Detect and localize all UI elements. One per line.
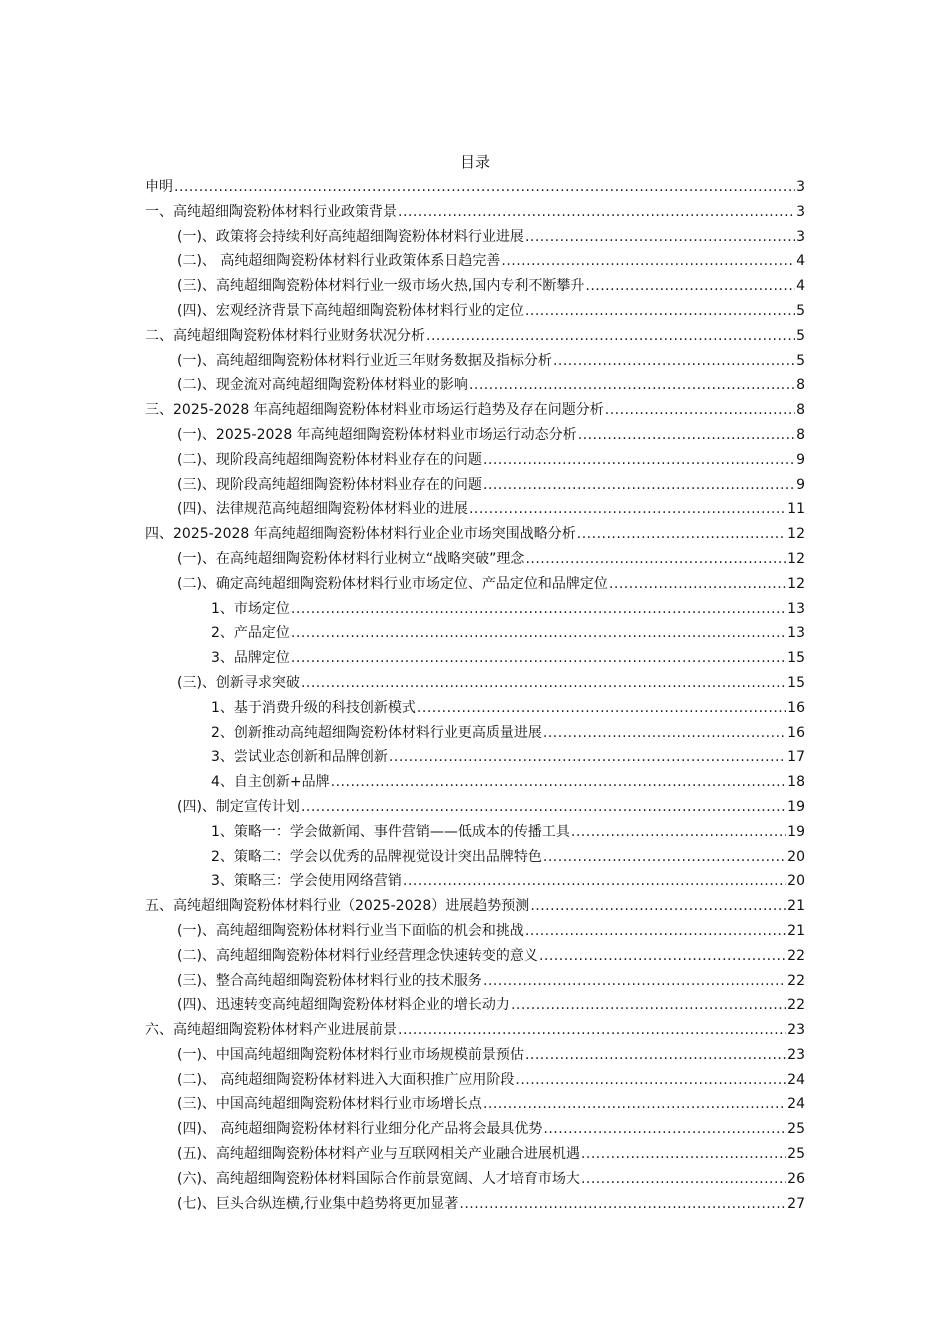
toc-dot-leader — [571, 820, 786, 845]
toc-dot-leader — [291, 597, 786, 622]
toc-page-number: 22 — [787, 947, 805, 964]
toc-entry[interactable] — [145, 1117, 805, 1142]
toc-page-number: 20 — [787, 873, 805, 890]
toc-entry-title: 2、策略二：学会以优秀的品牌视觉设计突出品牌特色 — [211, 848, 542, 865]
toc-dot-leader — [543, 845, 786, 870]
toc-dot-leader — [553, 349, 795, 374]
toc-page-number: 13 — [787, 625, 805, 642]
toc-entry[interactable] — [145, 795, 805, 820]
toc-dot-leader — [525, 225, 795, 250]
toc-page-number: 3 — [796, 203, 805, 220]
toc-entry-title: (三)、高纯超细陶瓷粉体材料行业一级市场火热,国内专利不断攀升 — [177, 278, 585, 295]
toc-dot-leader — [530, 894, 786, 919]
toc-entry-title: 申明 — [145, 179, 173, 195]
toc-page-number: 23 — [787, 1046, 805, 1063]
toc-dot-leader — [483, 473, 795, 498]
toc-entry[interactable] — [145, 473, 805, 498]
table-of-contents — [145, 175, 805, 1216]
toc-entry-title: 3、策略三：学会使用网络营销 — [211, 873, 402, 890]
toc-page-number: 4 — [796, 278, 805, 295]
toc-entry[interactable] — [145, 969, 805, 994]
toc-dot-leader — [539, 944, 786, 969]
toc-entry-title: (二)、现金流对高纯超细陶瓷粉体材料业的影响 — [177, 377, 468, 394]
toc-page-number: 19 — [787, 823, 805, 840]
toc-page-number: 4 — [796, 253, 805, 270]
toc-dot-leader — [469, 373, 795, 398]
toc-entry-title: (三)、整合高纯超细陶瓷粉体材料行业的技术服务 — [177, 972, 482, 989]
toc-entry[interactable] — [145, 547, 805, 572]
toc-dot-leader — [525, 1043, 786, 1068]
toc-page-number: 15 — [787, 650, 805, 667]
toc-dot-leader — [301, 795, 786, 820]
toc-page-number: 25 — [787, 1146, 805, 1163]
toc-page-number: 12 — [787, 526, 805, 543]
toc-entry-title: (二)、确定高纯超细陶瓷粉体材料行业市场定位、产品定位和品牌定位 — [177, 575, 608, 592]
toc-dot-leader — [581, 1167, 786, 1192]
toc-entry-title: 3、品牌定位 — [211, 650, 290, 667]
toc-dot-leader — [483, 1092, 786, 1117]
toc-dot-leader — [174, 175, 795, 200]
toc-entry-title: (二)、 高纯超细陶瓷粉体材料行业政策体系日趋完善 — [177, 253, 501, 270]
toc-page-number: 25 — [787, 1121, 805, 1138]
toc-entry-title: 4、自主创新+品牌 — [211, 774, 330, 791]
toc-entry[interactable] — [145, 175, 805, 200]
toc-entry[interactable] — [145, 1192, 805, 1217]
toc-entry-title: 六、高纯超细陶瓷粉体材料产业进展前景 — [145, 1022, 397, 1039]
toc-entry[interactable] — [145, 597, 805, 622]
toc-page-number: 24 — [787, 1071, 805, 1088]
toc-entry-title: 二、高纯超细陶瓷粉体材料行业财务状况分析 — [145, 327, 425, 344]
toc-page-number: 12 — [787, 575, 805, 592]
toc-entry[interactable] — [145, 721, 805, 746]
toc-entry-title: (三)、中国高纯超细陶瓷粉体材料行业市场增长点 — [177, 1096, 482, 1113]
toc-entry-title: 五、高纯超细陶瓷粉体材料行业（2025-2028）进展趋势预测 — [145, 898, 530, 915]
toc-entry[interactable] — [145, 572, 805, 597]
toc-entry[interactable] — [145, 845, 805, 870]
toc-entry-title: (一)、政策将会持续利好高纯超细陶瓷粉体材料行业进展 — [177, 228, 524, 245]
toc-entry[interactable] — [145, 274, 805, 299]
toc-page-number: 5 — [796, 327, 805, 344]
toc-dot-leader — [403, 869, 786, 894]
toc-page-number: 22 — [787, 972, 805, 989]
toc-entry-title: (一)、高纯超细陶瓷粉体材料行业当下面临的机会和挑战 — [177, 922, 524, 939]
toc-entry-title: (七)、巨头合纵连横,行业集中趋势将更加显著 — [177, 1195, 459, 1212]
toc-entry-title: (一)、在高纯超细陶瓷粉体材料行业树立“战略突破”理念 — [177, 550, 525, 567]
toc-entry[interactable] — [145, 646, 805, 671]
toc-entry[interactable] — [145, 770, 805, 795]
toc-entry[interactable] — [145, 423, 805, 448]
toc-dot-leader — [331, 770, 787, 795]
toc-entry[interactable] — [145, 225, 805, 250]
toc-entry-title: 1、策略一：学会做新闻、事件营销——低成本的传播工具 — [211, 823, 570, 840]
toc-entry[interactable] — [145, 522, 805, 547]
toc-entry[interactable] — [145, 919, 805, 944]
toc-page-number: 13 — [787, 600, 805, 617]
toc-entry-title: (四)、法律规范高纯超细陶瓷粉体材料业的进展 — [177, 501, 468, 518]
toc-entry-title: 三、2025-2028 年高纯超细陶瓷粉体材料业市场运行趋势及存在问题分析 — [145, 402, 604, 419]
toc-dot-leader — [291, 646, 786, 671]
toc-entry[interactable] — [145, 869, 805, 894]
toc-dot-leader — [459, 1192, 786, 1217]
toc-entry[interactable] — [145, 299, 805, 324]
toc-entry[interactable] — [145, 621, 805, 646]
toc-dot-leader — [483, 969, 786, 994]
toc-entry[interactable] — [145, 1092, 805, 1117]
toc-page-number: 15 — [787, 674, 805, 691]
toc-page-number: 5 — [796, 302, 805, 319]
toc-entry-title: (三)、现阶段高纯超细陶瓷粉体材料业存在的问题 — [177, 476, 482, 493]
toc-entry[interactable] — [145, 1068, 805, 1093]
toc-page-number: 24 — [787, 1096, 805, 1113]
toc-page-number: 22 — [787, 997, 805, 1014]
toc-page-number: 3 — [796, 228, 805, 245]
toc-entry[interactable] — [145, 1142, 805, 1167]
toc-page-number: 8 — [796, 426, 805, 443]
toc-entry[interactable] — [145, 324, 805, 349]
toc-page-number: 26 — [787, 1170, 805, 1187]
toc-dot-leader — [525, 547, 786, 572]
toc-dot-leader — [581, 1142, 786, 1167]
toc-page-number: 8 — [796, 377, 805, 394]
toc-page-number: 16 — [787, 724, 805, 741]
toc-entry[interactable] — [145, 820, 805, 845]
toc-entry[interactable] — [145, 993, 805, 1018]
toc-page-number: 8 — [796, 402, 805, 419]
toc-page-number: 19 — [787, 798, 805, 815]
toc-page-number: 3 — [796, 179, 805, 195]
toc-entry-title: 四、2025-2028 年高纯超细陶瓷粉体材料行业企业市场突围战略分析 — [145, 526, 576, 543]
toc-page-number: 11 — [787, 501, 805, 518]
toc-page-number: 20 — [787, 848, 805, 865]
toc-entry[interactable] — [145, 671, 805, 696]
toc-entry-title: 1、基于消费升级的科技创新模式 — [211, 699, 416, 716]
toc-entry[interactable] — [145, 249, 805, 274]
toc-entry-title: (一)、中国高纯超细陶瓷粉体材料行业市场规模前景预估 — [177, 1046, 524, 1063]
toc-entry-title: 3、尝试业态创新和品牌创新 — [211, 749, 388, 766]
toc-dot-leader — [291, 621, 786, 646]
toc-entry[interactable] — [145, 448, 805, 473]
toc-dot-leader — [525, 299, 795, 324]
toc-dot-leader — [515, 1068, 786, 1093]
toc-entry[interactable] — [145, 944, 805, 969]
toc-dot-leader — [577, 522, 786, 547]
toc-page-number: 21 — [787, 898, 805, 915]
toc-dot-leader — [543, 1117, 786, 1142]
toc-entry-title: (一)、2025-2028 年高纯超细陶瓷粉体材料业市场运行动态分析 — [177, 426, 577, 443]
toc-entry[interactable] — [145, 398, 805, 423]
toc-entry[interactable] — [145, 1043, 805, 1068]
toc-dot-leader — [543, 721, 786, 746]
toc-dot-leader — [426, 324, 795, 349]
toc-dot-leader — [469, 497, 786, 522]
toc-dot-leader — [605, 398, 795, 423]
toc-entry[interactable] — [145, 497, 805, 522]
toc-page-number: 9 — [796, 476, 805, 493]
toc-page-number: 18 — [787, 774, 805, 791]
toc-dot-leader — [398, 1018, 786, 1043]
toc-entry-title: (五)、高纯超细陶瓷粉体材料产业与互联网相关产业融合进展机遇 — [177, 1146, 580, 1163]
toc-entry[interactable] — [145, 373, 805, 398]
toc-page-number: 23 — [787, 1022, 805, 1039]
toc-entry-title: (二)、现阶段高纯超细陶瓷粉体材料业存在的问题 — [177, 451, 482, 468]
toc-dot-leader — [585, 274, 795, 299]
toc-entry-title: (四)、迅速转变高纯超细陶瓷粉体材料企业的增长动力 — [177, 997, 510, 1014]
toc-page-number: 12 — [787, 550, 805, 567]
toc-entry[interactable] — [145, 745, 805, 770]
toc-entry-title: (四)、宏观经济背景下高纯超细陶瓷粉体材料行业的定位 — [177, 302, 524, 319]
toc-entry-title: (四)、制定宣传计划 — [177, 798, 300, 815]
toc-dot-leader — [609, 572, 786, 597]
toc-page-number: 9 — [796, 451, 805, 468]
toc-dot-leader — [578, 423, 795, 448]
toc-entry-title: (一)、高纯超细陶瓷粉体材料行业近三年财务数据及指标分析 — [177, 352, 552, 369]
toc-dot-leader — [525, 919, 786, 944]
toc-entry-title: (二)、高纯超细陶瓷粉体材料行业经营理念快速转变的意义 — [177, 947, 538, 964]
toc-page-number: 27 — [787, 1195, 805, 1212]
toc-dot-leader — [511, 993, 786, 1018]
toc-dot-leader — [417, 696, 786, 721]
toc-dot-leader — [389, 745, 786, 770]
toc-dot-leader — [398, 200, 795, 225]
toc-entry-title: (六)、高纯超细陶瓷粉体材料国际合作前景宽阔、人才培育市场大 — [177, 1170, 580, 1187]
toc-dot-leader — [483, 448, 795, 473]
toc-page-number: 16 — [787, 699, 805, 716]
toc-entry-title: (二)、 高纯超细陶瓷粉体材料进入大面积推广应用阶段 — [177, 1071, 515, 1088]
toc-entry[interactable] — [145, 696, 805, 721]
toc-entry[interactable] — [145, 349, 805, 374]
toc-page-number: 17 — [787, 749, 805, 766]
toc-entry[interactable] — [145, 894, 805, 919]
toc-entry-title: (三)、创新寻求突破 — [177, 674, 300, 691]
toc-dot-leader — [301, 671, 786, 696]
toc-entry-title: 1、市场定位 — [211, 600, 290, 617]
toc-entry-title: (四)、 高纯超细陶瓷粉体材料行业细分化产品将会最具优势 — [177, 1121, 543, 1138]
toc-entry-title: 2、创新推动高纯超细陶瓷粉体材料行业更高质量进展 — [211, 724, 542, 741]
toc-entry[interactable] — [145, 200, 805, 225]
toc-entry-title: 2、产品定位 — [211, 625, 290, 642]
toc-dot-leader — [501, 249, 795, 274]
toc-entry[interactable] — [145, 1167, 805, 1192]
toc-page-number: 5 — [796, 352, 805, 369]
toc-entry[interactable] — [145, 1018, 805, 1043]
toc-title: 目录 — [459, 153, 490, 171]
toc-page-number: 21 — [787, 922, 805, 939]
toc-entry-title: 一、高纯超细陶瓷粉体材料行业政策背景 — [145, 203, 397, 220]
